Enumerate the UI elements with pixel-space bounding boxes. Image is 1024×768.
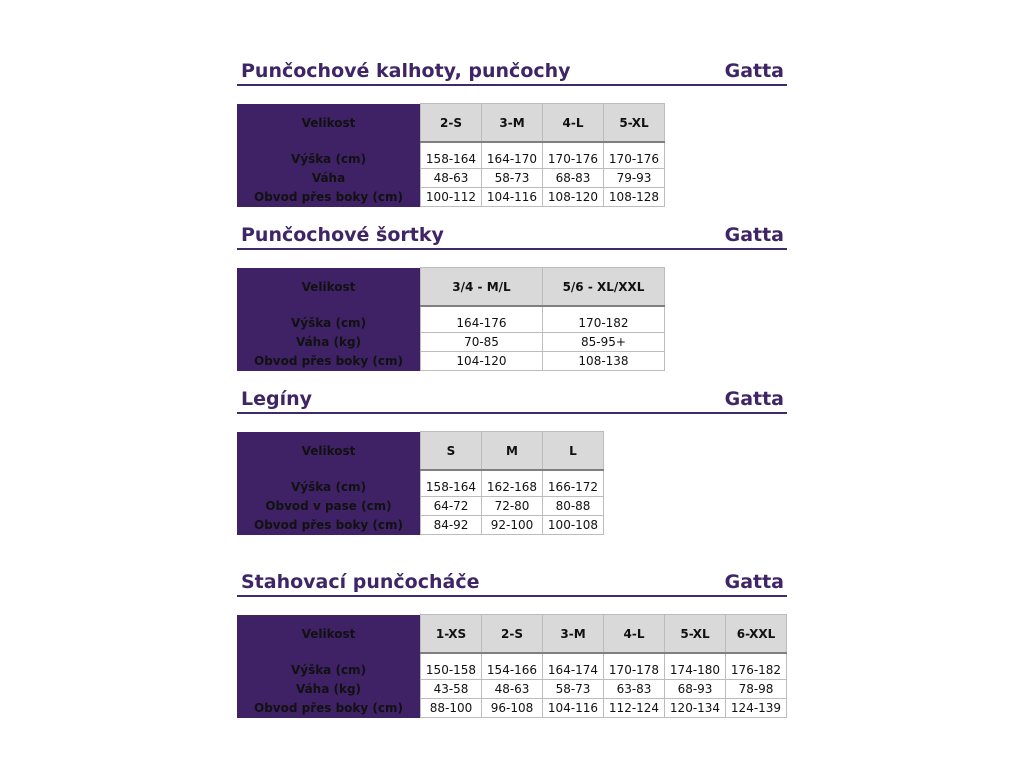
table-cell: 43-58 (421, 680, 482, 699)
table-row (237, 497, 604, 516)
table-cell: 100-108 (543, 516, 604, 535)
size-header: 5-XL (604, 104, 665, 143)
table-row (237, 188, 665, 207)
table-cell: 164-176 (421, 314, 543, 333)
table-cell: 154-166 (482, 661, 543, 680)
table-row (237, 478, 604, 497)
table-cell: 58-73 (482, 169, 543, 188)
table-cell: 170-176 (543, 150, 604, 169)
table-cell: 124-139 (726, 699, 787, 718)
brand-name: Gatta (724, 571, 784, 593)
size-table (237, 431, 604, 535)
size-header: 2-S (482, 615, 543, 654)
section-title: Legíny (241, 388, 313, 410)
size-header: S (421, 432, 482, 471)
size-section-leggings (237, 386, 787, 535)
table-cell: 174-180 (665, 661, 726, 680)
table-cell: 158-164 (421, 478, 482, 497)
table-cell: 78-98 (726, 680, 787, 699)
table-cell: 68-83 (543, 169, 604, 188)
size-header: 5/6 - XL/XXL (543, 268, 665, 307)
row-label: Výška (cm) (237, 478, 421, 497)
table-cell: 108-128 (604, 188, 665, 207)
table-row (237, 661, 787, 680)
section-header (237, 222, 787, 250)
table-cell: 170-176 (604, 150, 665, 169)
table-row (237, 352, 665, 371)
table-cell: 70-85 (421, 333, 543, 352)
size-table (237, 103, 665, 207)
table-cell: 80-88 (543, 497, 604, 516)
row-label: Obvod přes boky (cm) (237, 352, 421, 371)
table-cell: 176-182 (726, 661, 787, 680)
table-cell: 120-134 (665, 699, 726, 718)
table-header-row (237, 615, 787, 654)
table-cell: 64-72 (421, 497, 482, 516)
row-label: Váha (237, 169, 421, 188)
table-cell: 68-93 (665, 680, 726, 699)
size-header: 1-XS (421, 615, 482, 654)
row-label: Obvod přes boky (cm) (237, 188, 421, 207)
size-table (237, 267, 665, 371)
table-header-row (237, 104, 665, 143)
size-header: 3-M (482, 104, 543, 143)
table-cell: 162-168 (482, 478, 543, 497)
row-label: Velikost (237, 268, 421, 307)
table-cell: 170-182 (543, 314, 665, 333)
row-label: Výška (cm) (237, 661, 421, 680)
table-cell: 79-93 (604, 169, 665, 188)
size-table (237, 614, 787, 718)
section-header (237, 386, 787, 414)
section-header (237, 569, 787, 597)
size-section-tights (237, 58, 787, 207)
row-label: Obvod přes boky (cm) (237, 516, 421, 535)
table-row (237, 333, 665, 352)
table-cell: 96-108 (482, 699, 543, 718)
brand-name: Gatta (724, 388, 784, 410)
section-title: Punčochové kalhoty, punčochy (241, 60, 571, 82)
row-label: Výška (cm) (237, 150, 421, 169)
table-cell: 88-100 (421, 699, 482, 718)
size-header: 2-S (421, 104, 482, 143)
table-header-row (237, 432, 604, 471)
brand-name: Gatta (724, 224, 784, 246)
brand-name: Gatta (724, 60, 784, 82)
section-title: Punčochové šortky (241, 224, 444, 246)
table-header-row (237, 268, 665, 307)
row-label: Velikost (237, 104, 421, 143)
table-cell: 164-174 (543, 661, 604, 680)
table-cell: 112-124 (604, 699, 665, 718)
table-cell: 85-95+ (543, 333, 665, 352)
section-header (237, 58, 787, 86)
row-label: Velikost (237, 432, 421, 471)
table-cell: 108-138 (543, 352, 665, 371)
row-label: Obvod v pase (cm) (237, 497, 421, 516)
table-cell: 58-73 (543, 680, 604, 699)
table-cell: 170-178 (604, 661, 665, 680)
table-cell: 100-112 (421, 188, 482, 207)
table-cell: 84-92 (421, 516, 482, 535)
table-cell: 166-172 (543, 478, 604, 497)
table-cell: 104-120 (421, 352, 543, 371)
table-cell: 48-63 (421, 169, 482, 188)
size-header: 3/4 - M/L (421, 268, 543, 307)
size-header: 4-L (604, 615, 665, 654)
size-header: L (543, 432, 604, 471)
table-cell: 158-164 (421, 150, 482, 169)
table-cell: 150-158 (421, 661, 482, 680)
table-row (237, 314, 665, 333)
table-cell: 48-63 (482, 680, 543, 699)
table-row (237, 699, 787, 718)
size-header: 6-XXL (726, 615, 787, 654)
table-cell: 63-83 (604, 680, 665, 699)
row-label: Váha (kg) (237, 333, 421, 352)
table-cell: 108-120 (543, 188, 604, 207)
table-row (237, 680, 787, 699)
size-header: 4-L (543, 104, 604, 143)
section-title: Stahovací punčocháče (241, 571, 480, 593)
size-header: 3-M (543, 615, 604, 654)
row-label: Váha (kg) (237, 680, 421, 699)
size-section-shaping-tights (237, 569, 787, 718)
table-row (237, 516, 604, 535)
table-cell: 72-80 (482, 497, 543, 516)
size-section-shorts (237, 222, 787, 371)
table-cell: 92-100 (482, 516, 543, 535)
table-cell: 104-116 (482, 188, 543, 207)
table-row (237, 169, 665, 188)
table-cell: 164-170 (482, 150, 543, 169)
size-header: 5-XL (665, 615, 726, 654)
row-label: Obvod přes boky (cm) (237, 699, 421, 718)
table-row (237, 150, 665, 169)
row-label: Výška (cm) (237, 314, 421, 333)
size-header: M (482, 432, 543, 471)
table-cell: 104-116 (543, 699, 604, 718)
row-label: Velikost (237, 615, 421, 654)
